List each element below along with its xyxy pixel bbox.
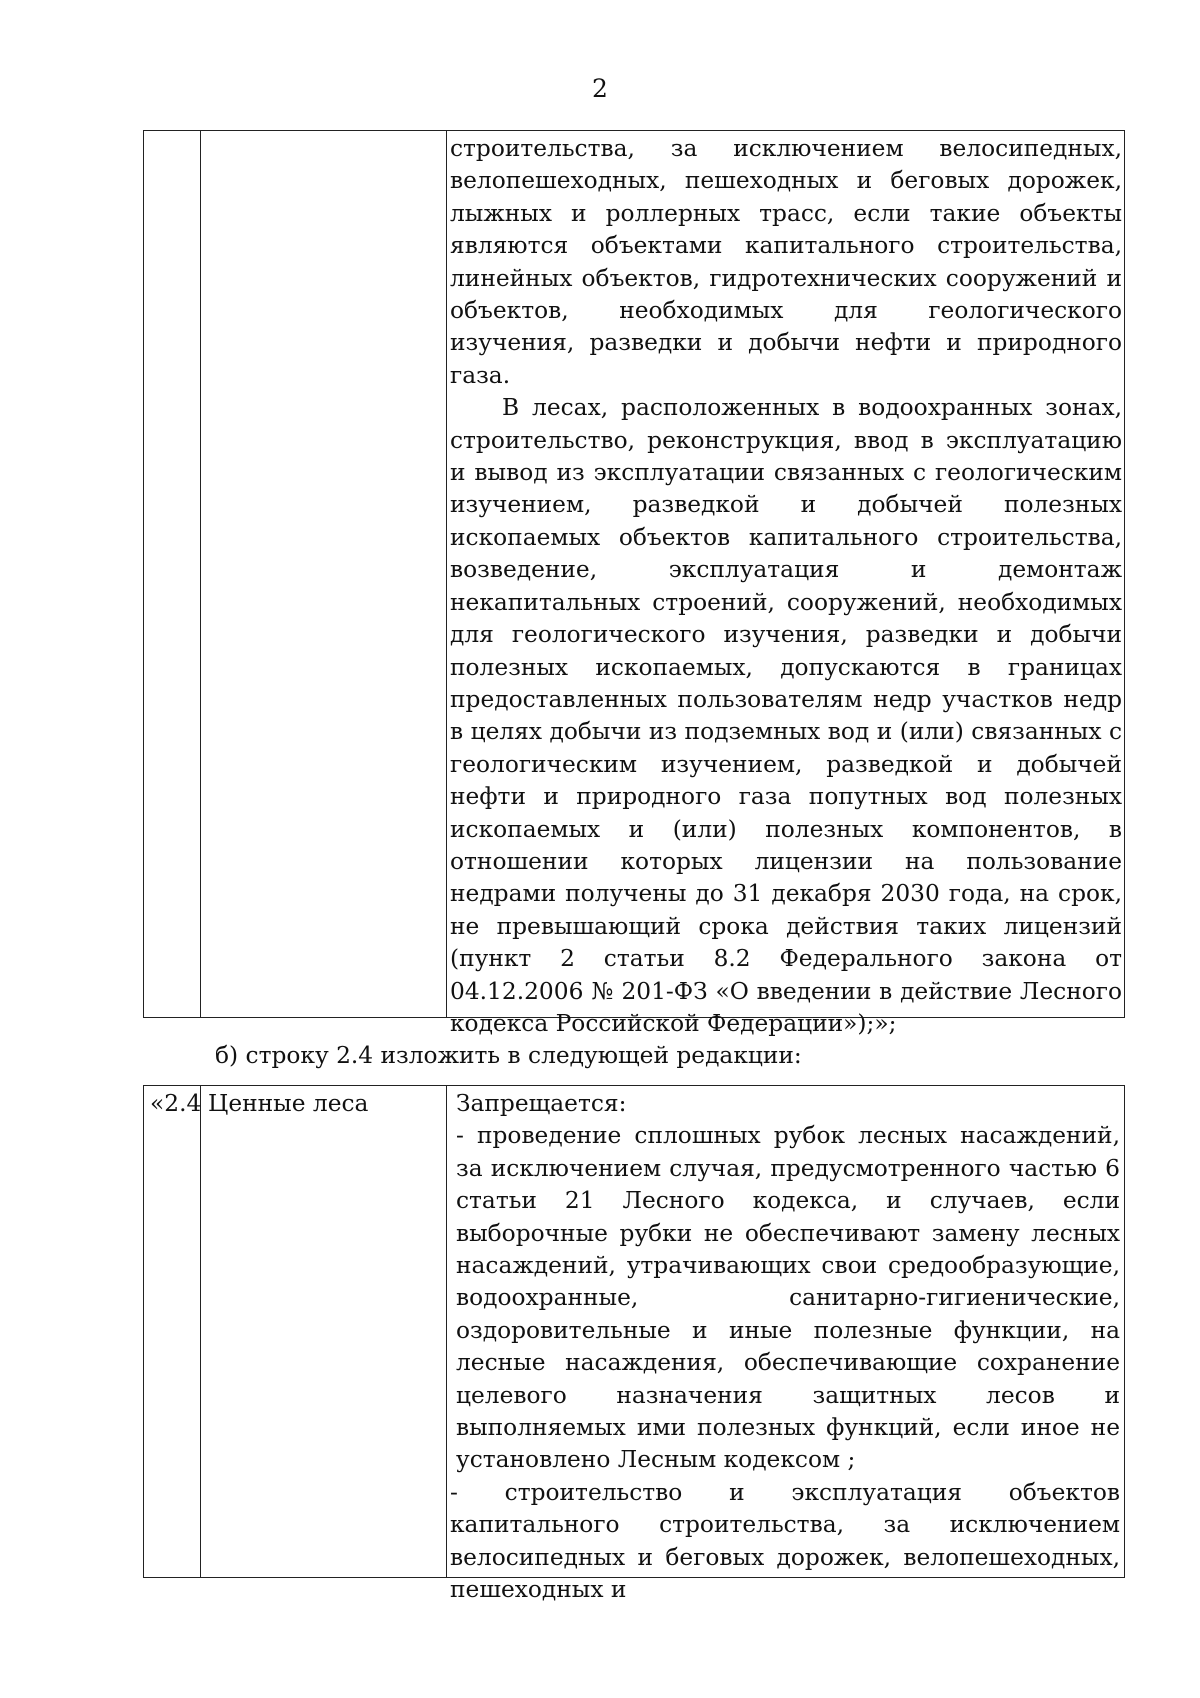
- row-number: «2.4: [150, 1090, 202, 1117]
- table-cell-text: [450, 1088, 1120, 1607]
- column-divider-2: [446, 1086, 447, 1577]
- table-cell-text: [450, 133, 1122, 1040]
- paragraph: Запрещается:: [456, 1090, 627, 1117]
- paragraph: строительства, за исключением велосипедных, велопешеходных, пешеходных и беговых дорожек, лыжных и роллерных трасс, если такие объекты являются объектами капитального строительства, линейных объектов, гидротехнических сооружений и объектов, необходимых для геологического изучения, разведки и добычи нефти и природного газа.: [450, 135, 1122, 389]
- row-name: Ценные леса: [208, 1090, 369, 1117]
- paragraph: В лесах, расположенных в водоохранных зонах, строительство, реконструкция, ввод в эксплуатацию и вывод из эксплуатации связанных с геологическим изучением, разведкой и добычей полезных ископаемых объектов капитального строительства, возведение, эксплуатация и демонтаж некапитальных строений, сооружений, необходимых для геологического изучения, разведки и добычи полезных ископаемых, допускаются в границах предоставленных пользователям недр участков недр в целях добычи из подземных вод и (или) связанных с геологическим изучением, разведкой и добычей нефти и природного газа попутных вод полезных ископаемых и (или) полезных компонентов, в отношении которых лицензии на пользование недрами получены до 31 декабря 2030 года, на срок, не превышающий срока действия таких лицензий (пункт 2 статьи 8.2 Федерального закона от 04.12.2006 № 201-ФЗ «О введении в действие Лесного кодекса Российской Федерации»);»;: [450, 394, 1122, 1037]
- paragraph: - проведение сплошных рубок лесных насаждений, за исключением случая, предусмотренного частью 6 статьи 21 Лесного кодекса, и случаев, если выборочные рубки не обеспечивают замену лесных насаждений, утрачивающих свои средообразующие, водоохранные, санитарно-гигиенические, оздоровительные и иные полезные функции, на лесные насаждения, обеспечивающие сохранение целевого назначения защитных лесов и выполняемых ими полезных функций, если иное не установлено Лесным кодексом ;: [456, 1122, 1120, 1474]
- column-divider-1: [200, 131, 201, 1017]
- column-divider-2: [446, 131, 447, 1017]
- column-divider-1: [200, 1086, 201, 1577]
- page-number: 2: [592, 74, 608, 103]
- table-row-2-4: [143, 1085, 1125, 1604]
- paragraph: - строительство и эксплуатация объектов капитального строительства, за исключением велосипедных и беговых дорожек, велопешеходных, пешеходных и: [450, 1478, 1120, 1604]
- table-continuation: [143, 130, 1125, 1037]
- instruction-text: б) строку 2.4 изложить в следующей редакции:: [215, 1042, 802, 1069]
